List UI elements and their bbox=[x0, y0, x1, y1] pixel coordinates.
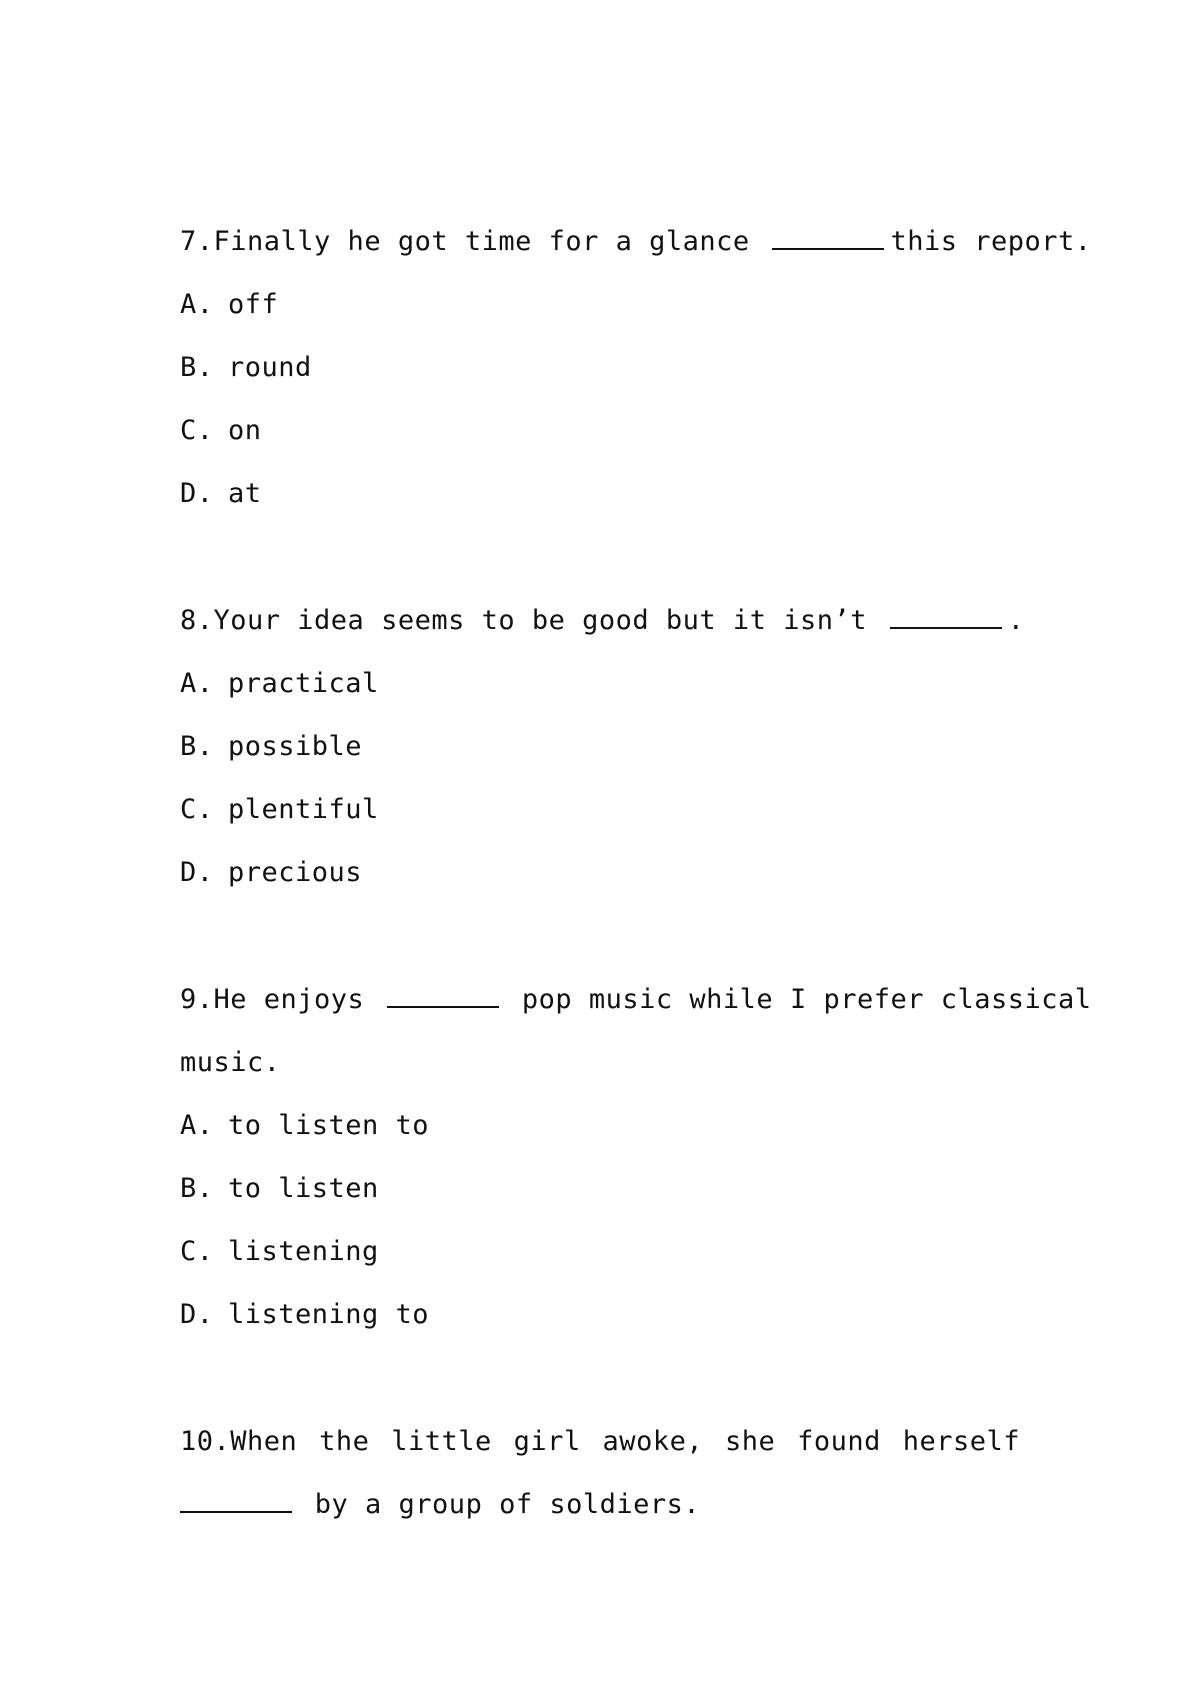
option-letter: B. bbox=[180, 731, 214, 762]
question-stem-continued bbox=[180, 1031, 1020, 1094]
answer-blank bbox=[890, 605, 1002, 629]
question-stem-continued bbox=[180, 1473, 1020, 1536]
document-page bbox=[180, 210, 1092, 1600]
question-stem bbox=[180, 589, 1025, 652]
option-text: listening to bbox=[228, 1299, 430, 1330]
question-8 bbox=[180, 589, 1025, 904]
option-d bbox=[180, 462, 1020, 525]
option-c bbox=[180, 399, 1020, 462]
stem-text: pop music while I prefer classical bbox=[521, 984, 1092, 1015]
question-number: 9. bbox=[180, 984, 214, 1015]
option-b bbox=[180, 1157, 1020, 1220]
option-letter: D. bbox=[180, 1299, 214, 1330]
stem-text: by a group of soldiers. bbox=[314, 1489, 701, 1520]
option-letter: A. bbox=[180, 1110, 214, 1141]
option-text: round bbox=[228, 352, 312, 383]
question-stem bbox=[180, 210, 1092, 273]
option-letter: A. bbox=[180, 289, 214, 320]
option-b bbox=[180, 336, 1020, 399]
option-text: to listen to bbox=[228, 1110, 430, 1141]
option-text: possible bbox=[228, 731, 363, 762]
option-d bbox=[180, 1283, 1020, 1346]
option-letter: A. bbox=[180, 668, 214, 699]
option-letter: C. bbox=[180, 1236, 214, 1267]
option-d bbox=[180, 841, 1020, 904]
stem-text: . bbox=[1007, 605, 1025, 636]
option-text: precious bbox=[228, 857, 363, 888]
question-stem bbox=[180, 968, 1092, 1031]
question-number: 10. bbox=[180, 1426, 231, 1457]
option-text: listening bbox=[228, 1236, 379, 1267]
option-text: off bbox=[228, 289, 279, 320]
option-letter: D. bbox=[180, 478, 214, 509]
option-letter: B. bbox=[180, 352, 214, 383]
question-number: 8. bbox=[180, 605, 214, 636]
option-a bbox=[180, 652, 1020, 715]
option-a bbox=[180, 273, 1020, 336]
option-c bbox=[180, 778, 1020, 841]
option-letter: C. bbox=[180, 794, 214, 825]
question-9 bbox=[180, 968, 1092, 1346]
stem-text: He enjoys bbox=[213, 984, 365, 1015]
answer-blank bbox=[387, 984, 499, 1008]
option-letter: D. bbox=[180, 857, 214, 888]
question-10 bbox=[180, 1410, 1020, 1536]
answer-blank bbox=[180, 1489, 292, 1513]
option-text: practical bbox=[228, 668, 379, 699]
option-a bbox=[180, 1094, 1020, 1157]
stem-text: Finally he got time for a glance bbox=[213, 226, 750, 257]
question-7 bbox=[180, 210, 1092, 525]
answer-blank bbox=[772, 226, 884, 250]
option-text: on bbox=[228, 415, 262, 446]
option-letter: C. bbox=[180, 415, 214, 446]
option-c bbox=[180, 1220, 1020, 1283]
stem-text: music. bbox=[180, 1047, 281, 1078]
stem-text: Your idea seems to be good but it isn’t bbox=[213, 605, 867, 636]
option-text: at bbox=[228, 478, 262, 509]
stem-text: When the little girl awoke, she found herself bbox=[230, 1426, 1020, 1457]
option-text: to listen bbox=[228, 1173, 379, 1204]
question-stem bbox=[180, 1410, 1020, 1473]
option-text: plentiful bbox=[228, 794, 379, 825]
stem-text: this report. bbox=[890, 226, 1092, 257]
question-number: 7. bbox=[180, 226, 214, 257]
option-letter: B. bbox=[180, 1173, 214, 1204]
option-b bbox=[180, 715, 1020, 778]
